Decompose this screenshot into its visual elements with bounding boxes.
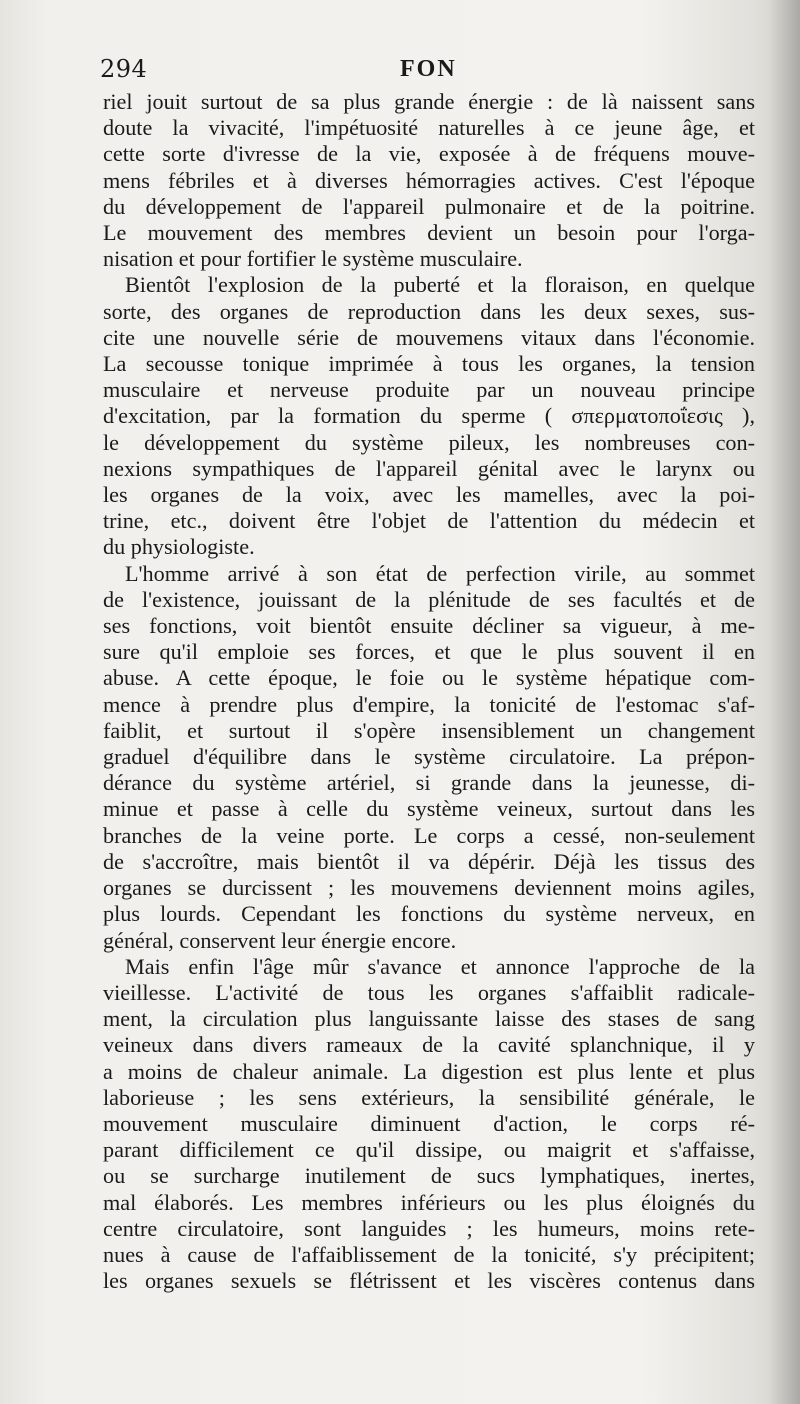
text-line: les organes sexuels se flétrissent et les viscères contenus dans	[103, 1268, 755, 1294]
paragraph-1	[103, 89, 755, 272]
text-line: du physiologiste.	[103, 534, 255, 560]
text-line: musculaire et nerveuse produite par un nouveau principe	[103, 377, 755, 403]
text-line: a moins de chaleur animale. La digestion est plus lente et plus	[103, 1058, 755, 1084]
text-line: nisation et pour fortifier le système musculaire.	[103, 246, 523, 272]
text-line: mouvement musculaire diminuent d'action, le corps ré-	[103, 1110, 755, 1136]
text-line: La secousse tonique imprimée à tous les organes, la tension	[103, 351, 755, 377]
text-line: de s'accroître, mais bientôt il va dépérir. Déjà les tissus des	[103, 848, 755, 874]
text-line: mal élaborés. Les membres inférieurs ou les plus éloignés du	[103, 1189, 755, 1215]
text-line: de l'existence, jouissant de la plénitude de ses facultés et de	[103, 586, 755, 612]
text-line: centre circulatoire, sont languides ; les humeurs, moins rete-	[103, 1215, 755, 1241]
text-line: nues à cause de l'affaiblissement de la tonicité, s'y précipitent;	[103, 1241, 755, 1267]
paragraph-2	[103, 272, 755, 560]
text-line: nexions sympathiques de l'appareil génital avec le larynx ou	[103, 455, 755, 481]
text-line: du développement de l'appareil pulmonaire et de la poitrine.	[103, 193, 755, 219]
text-line: faiblit, et surtout il s'opère insensiblement un changement	[103, 717, 755, 743]
running-head: FON	[400, 56, 457, 82]
text-line: d'excitation, par la formation du sperme ( σπερματοποΐεσις ),	[103, 403, 755, 429]
text-line: les organes de la voix, avec les mamelles, avec la poi-	[103, 482, 755, 508]
body-text	[103, 89, 755, 1294]
text-line: dérance du système artériel, si grande dans la jeunesse, di-	[103, 770, 755, 796]
text-line: riel jouit surtout de sa plus grande énergie : de là naissent sans	[103, 89, 755, 114]
paragraph-4	[103, 954, 755, 1295]
text-line: abuse. A cette époque, le foie ou le système hépatique com-	[103, 665, 755, 691]
text-line: trine, etc., doivent être l'objet de l'attention du médecin et	[103, 508, 755, 534]
text-line: organes se durcissent ; les mouvemens deviennent moins agiles,	[103, 875, 755, 901]
page-number: 294	[100, 55, 148, 83]
text-line: mens fébriles et à diverses hémorragies actives. C'est l'époque	[103, 167, 755, 193]
text-line: Bientôt l'explosion de la puberté et la floraison, en quelque	[125, 272, 755, 298]
text-line: sorte, des organes de reproduction dans les deux sexes, sus-	[103, 298, 755, 324]
text-line: le développement du système pileux, les nombreuses con-	[103, 429, 755, 455]
text-line: mence à prendre plus d'empire, la tonicité de l'estomac s'af-	[103, 691, 755, 717]
paragraph-3	[103, 561, 755, 954]
page-gutter-shadow	[768, 0, 800, 1404]
page-header	[100, 52, 756, 86]
text-line: cite une nouvelle série de mouvemens vitaux dans l'économie.	[103, 324, 755, 350]
text-line: minue et passe à celle du système veineux, surtout dans les	[103, 796, 755, 822]
text-line: sure qu'il emploie ses forces, et que le plus souvent il en	[103, 639, 755, 665]
text-line: ou se surcharge inutilement de sucs lymphatiques, inertes,	[103, 1163, 755, 1189]
text-line: veineux dans divers rameaux de la cavité splanchnique, il y	[103, 1032, 755, 1058]
text-line: L'homme arrivé à son état de perfection virile, au sommet	[125, 560, 755, 586]
text-line: Mais enfin l'âge mûr s'avance et annonce l'approche de la	[125, 953, 755, 979]
text-line: général, conservent leur énergie encore.	[103, 927, 457, 953]
text-line: Le mouvement des membres devient un besoin pour l'orga-	[103, 220, 755, 246]
text-line: branches de la veine porte. Le corps a cessé, non-seulement	[103, 822, 755, 848]
text-line: ment, la circulation plus languissante laisse des stases de sang	[103, 1006, 755, 1032]
text-line: laborieuse ; les sens extérieurs, la sensibilité générale, le	[103, 1084, 755, 1110]
text-line: ses fonctions, voit bientôt ensuite décliner sa vigueur, à me-	[103, 613, 755, 639]
text-line: cette sorte d'ivresse de la vie, exposée à de fréquens mouve-	[103, 141, 755, 167]
text-line: parant difficilement ce qu'il dissipe, ou maigrit et s'affaisse,	[103, 1137, 755, 1163]
text-line: graduel d'équilibre dans le système circulatoire. La prépon-	[103, 744, 755, 770]
text-line: doute la vivacité, l'impétuosité naturelles à ce jeune âge, et	[103, 115, 755, 141]
text-line: vieillesse. L'activité de tous les organes s'affaiblit radicale-	[103, 979, 755, 1005]
text-line: plus lourds. Cependant les fonctions du système nerveux, en	[103, 901, 755, 927]
